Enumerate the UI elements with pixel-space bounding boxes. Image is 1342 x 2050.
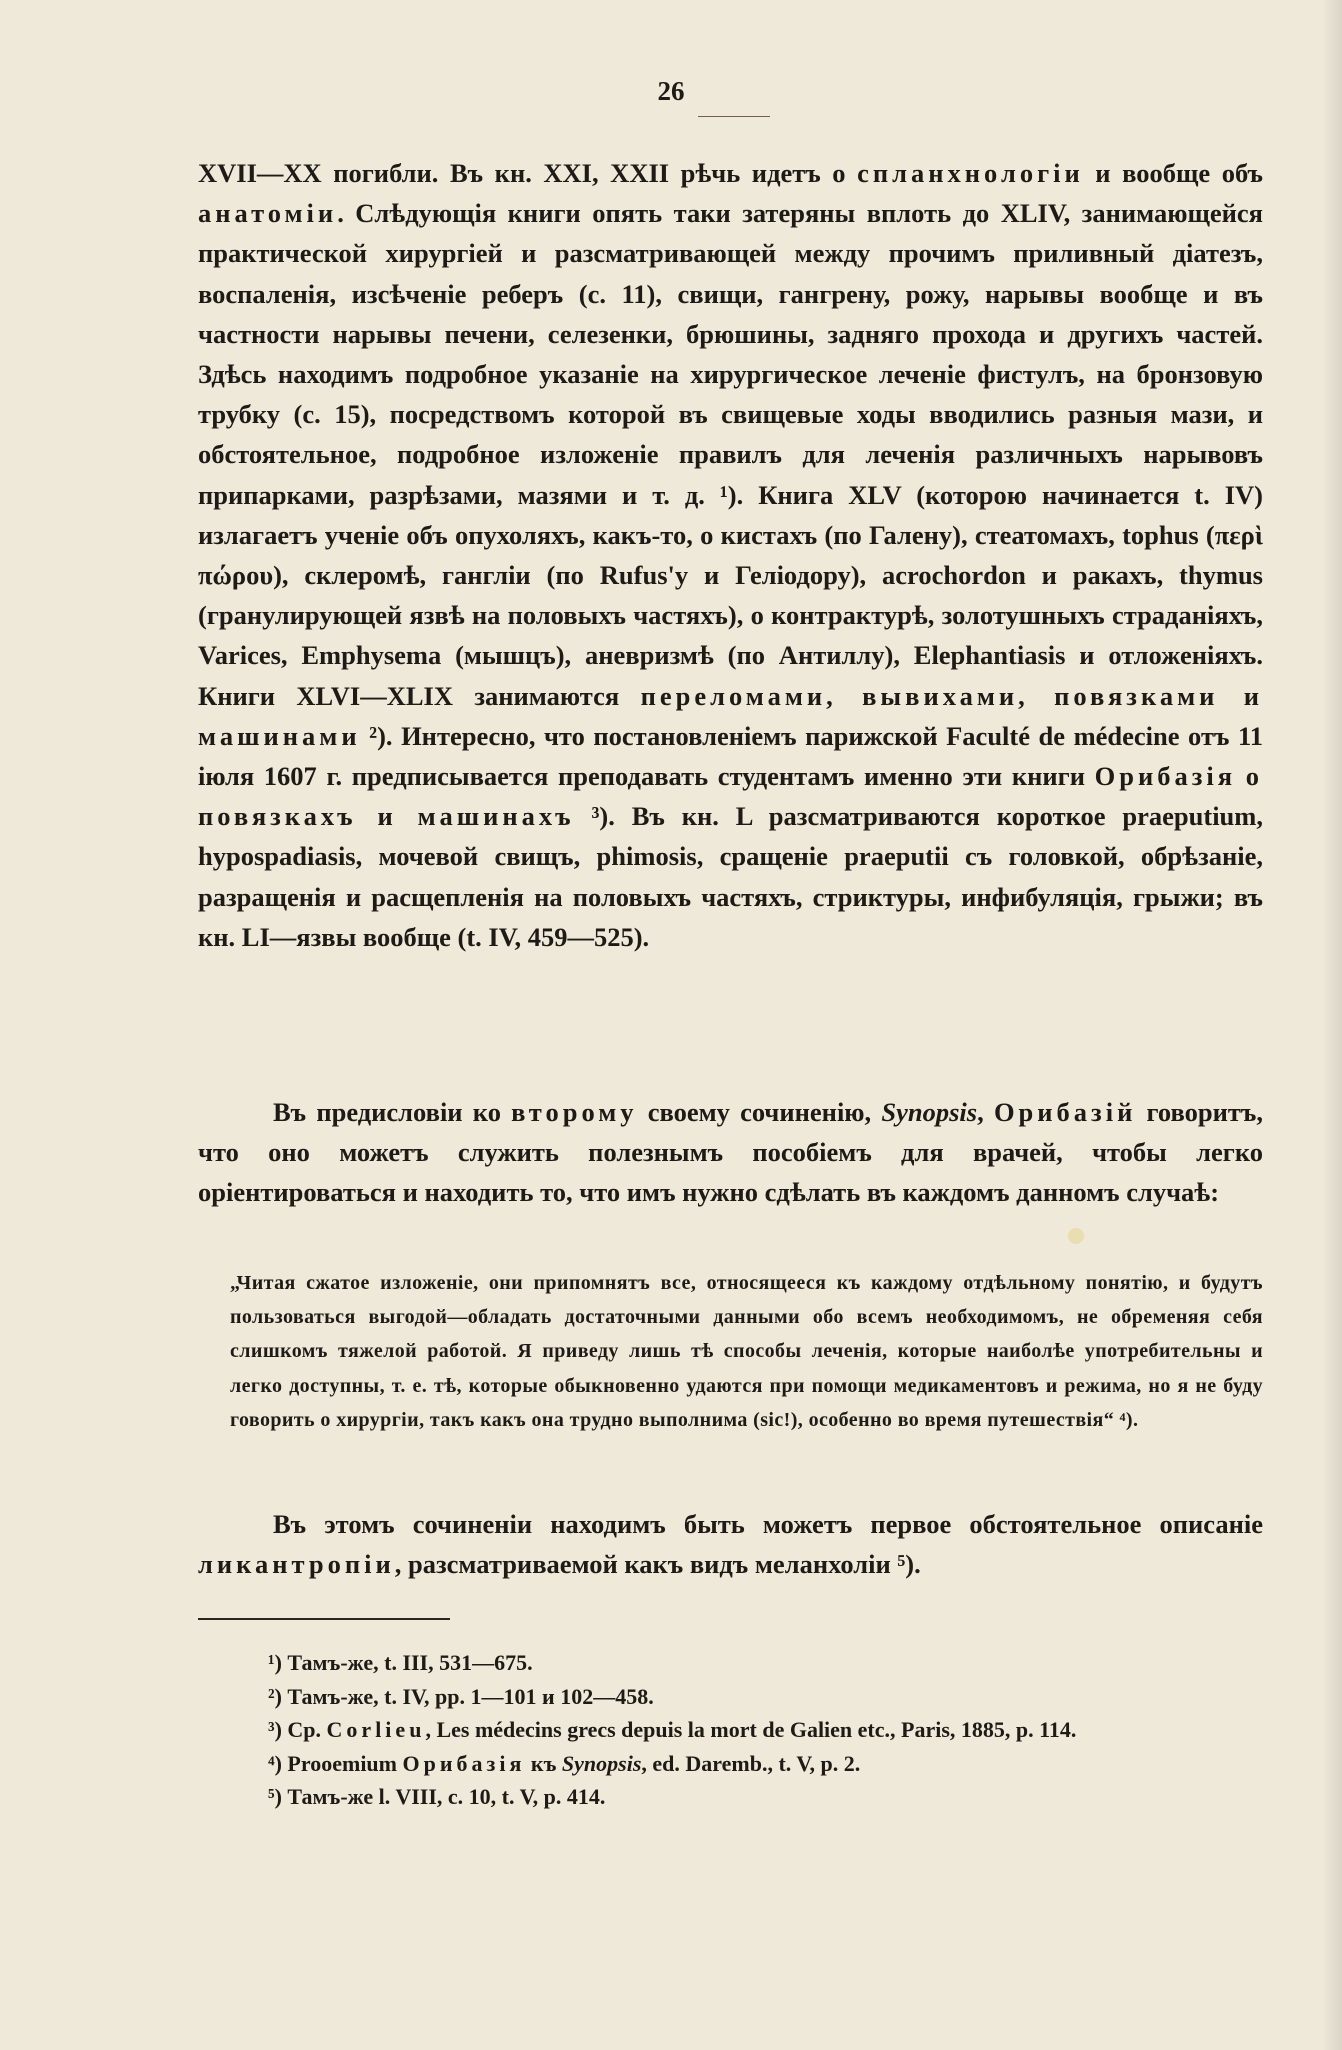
text-run: ⁴) Prooemium xyxy=(268,1750,403,1776)
text-run: къ xyxy=(525,1750,562,1776)
footnote-separator xyxy=(198,1618,450,1620)
text-run: , xyxy=(977,1097,994,1127)
text-run xyxy=(1236,761,1246,791)
page-number: 26 xyxy=(657,76,685,106)
italic-text: Synopsis xyxy=(561,1750,642,1776)
spaced-emphasis-text: Орибазія xyxy=(1094,761,1237,792)
body-paragraph-1 xyxy=(198,153,1263,957)
page-number-rule xyxy=(698,116,770,117)
footnote-4 xyxy=(198,1747,1263,1781)
text-run: ²) Тамъ-же, t. IV, pp. 1—101 и 102—458. xyxy=(268,1683,654,1709)
text-run: . Слѣдующія книги опять таки затеряны вплоть до XLIV, занимающейся практической хирургіей и разсматривающей между прочимъ приливный діатезъ, воспаленія, изсѣченіе реберъ (с. 11), свищи, гангрену, рожу, нарывы вообще и въ частности нарывы печени, селезенки, брюшины, задняго прохода и другихъ частей. Здѣсь находимъ подробное указаніе на хирургическое леченіе фистулъ, на бронзовую трубку (с. 15), посредствомъ которой въ свищевые ходы вводились разныя мази, и обстоятельное, подробное изложеніе правилъ для леченія различныхъ нарывовъ припарками, разрѣзами, мазями и т. д. ¹). Книга XLV (которою начинается t. IV) излагаетъ ученіе объ опухоляхъ, какъ-то, о кистахъ (по Галену), стеатомахъ, tophus (περὶ πώρου), склеромѣ, гангліи (по Rufus'у и Геліодору), acrochordon и ракахъ, thymus (гранулирующей язвѣ на половыхъ частяхъ), о контрактурѣ, золотушныхъ страданіяхъ, Varices, Emphysema (мышцъ), аневризмѣ (по Антиллу), Elephantiasis и отложеніяхъ. Книги XLVI—XLIX занимаются xyxy=(198,198,1263,711)
text-run: , разсматриваемой какъ видъ меланхоліи ⁵). xyxy=(394,1549,921,1580)
spaced-emphasis-text: спланхнологіи xyxy=(857,158,1084,188)
footnote-2 xyxy=(198,1680,1263,1714)
text-run: , ed. Daremb., t. V, p. 2. xyxy=(641,1750,861,1776)
spaced-emphasis-text: Corlieu xyxy=(326,1717,426,1742)
text-run: ¹) Тамъ-же, t. III, 531—675. xyxy=(268,1650,533,1675)
text-run: , Les médecins grecs depuis la mort de Galien etc., Paris, 1885, p. 114. xyxy=(425,1717,1077,1742)
italic-text: Synopsis xyxy=(881,1097,978,1127)
text-run: ⁵) Тамъ-же l. VIII, c. 10, t. V, p. 414. xyxy=(268,1784,606,1809)
text-run: Въ этомъ сочиненіи находимъ быть можетъ первое обстоятельное описаніе xyxy=(273,1509,1263,1539)
body-paragraph-2 xyxy=(198,1092,1263,1213)
text-run: XVII—XX погибли. Въ кн. XXI, XXII рѣчь идетъ о xyxy=(198,158,858,188)
text-run: и вообще объ xyxy=(1083,158,1264,188)
spaced-emphasis-text: о повязкахъ и машинахъ xyxy=(198,761,1263,832)
paragraph-text xyxy=(198,153,1263,957)
footnote-1 xyxy=(198,1646,1263,1680)
paragraph-text xyxy=(198,1504,1263,1584)
text-run: говоритъ, что оно можетъ служить полезнымъ пособіемъ для врачей, чтобы легко оріентироваться и находить то, что имъ нужно сдѣлать въ каждомъ данномъ случаѣ: xyxy=(198,1097,1263,1208)
spaced-emphasis-text: ликантропіи xyxy=(198,1549,395,1580)
text-run: своему сочиненію, xyxy=(637,1097,882,1127)
footnotes xyxy=(198,1646,1263,1814)
block-quote xyxy=(230,1266,1263,1437)
spaced-emphasis-text: переломами, вывихами, повязками и машинами xyxy=(198,680,1263,751)
text-run: ³). Въ кн. L разсматриваются короткое praeputium, hypospadiasis, мочевой свищъ, phimosis, сращеніе praeputii съ головкой, обрѣзаніе, разращенія и расщепленія на половыхъ частяхъ, стриктуры, инфибуляція, грыжи; въ кн. LI—язвы вообще (t. IV, 459—525). xyxy=(198,801,1263,952)
spaced-emphasis-text: Орибазій xyxy=(993,1097,1137,1127)
paragraph-text xyxy=(198,1092,1263,1213)
text-run: „Читая сжатое изложеніе, они припомнятъ все, относящееся къ каждому отдѣльному понятію, и будутъ пользоваться выгодой—обладать достаточными данными обо всемъ необходимомъ, не обременяя себя слишкомъ тяжелой работой. Я приведу лишь тѣ способы леченія, которые наиболѣе употребительны и легко доступны, т. е. тѣ, которые обыкновенно удаются при помощи медикаментовъ и режима, но я не буду говорить о хирургіи, такъ какъ она трудно выполнима (sic!), особенно во время путешествія“ ⁴). xyxy=(230,1272,1263,1431)
paper-stain xyxy=(1068,1228,1084,1244)
page-edge-shadow xyxy=(1322,0,1342,2050)
spaced-emphasis-text: второму xyxy=(511,1097,638,1127)
quote-text xyxy=(230,1266,1263,1437)
text-run: ³) Ср. xyxy=(268,1717,327,1742)
body-paragraph-3 xyxy=(198,1504,1263,1584)
spaced-emphasis-text: Орибазія xyxy=(402,1750,526,1776)
text-run: ²). Интересно, что постановленіемъ парижской Faculté de médecine отъ 11 іюля 1607 г. предписывается преподавать студентамъ именно эти книги xyxy=(198,720,1263,792)
footnote-3 xyxy=(198,1713,1263,1747)
footnote-5 xyxy=(198,1780,1263,1814)
spaced-emphasis-text: анатоміи xyxy=(198,198,338,229)
text-run: Въ предисловіи ко xyxy=(273,1097,512,1127)
